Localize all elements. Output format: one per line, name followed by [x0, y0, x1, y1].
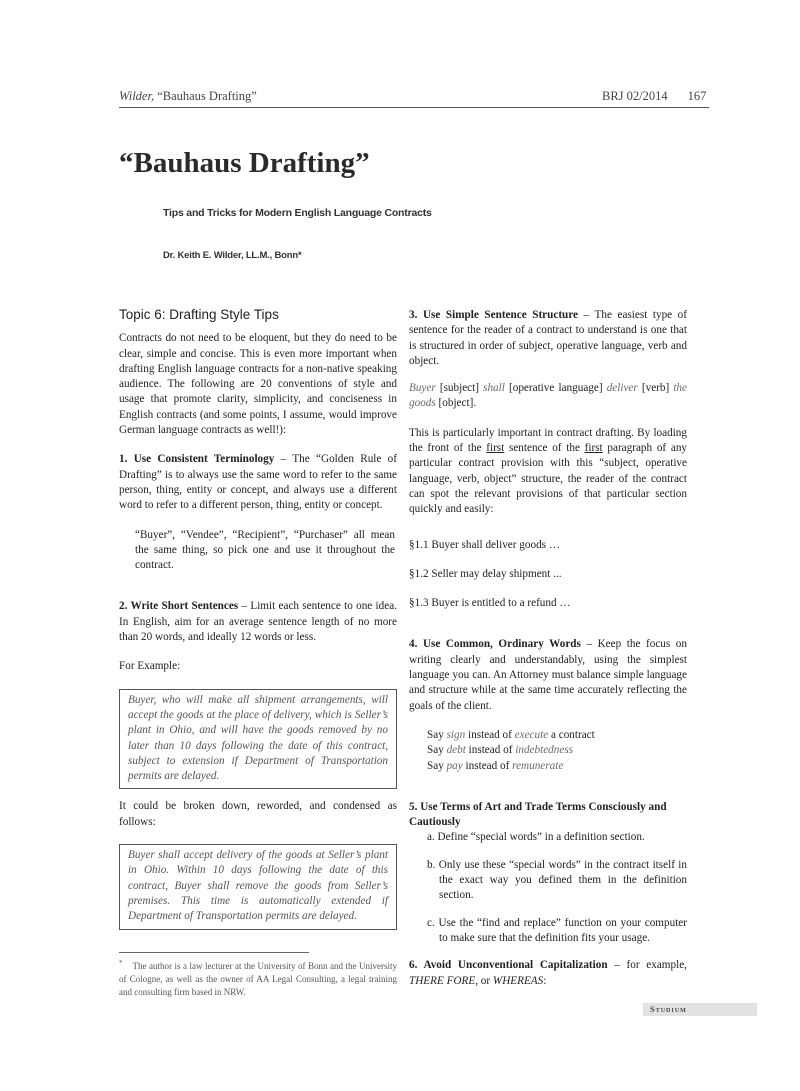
instead-of: instead of — [468, 744, 513, 757]
intro-paragraph: Contracts do not need to be eloquent, but they do need to be clear, simple and concise. This is even more important when drafting English language contracts for a non-native speaking audience. The following are 20 conventions of style and usage that promote clarity, simplicity, and conciseness in English contracts (and some points, I assume, would improve German language contracts as well!): — [119, 332, 397, 437]
header-author: Wilder, — [119, 89, 155, 103]
say-2-preferred: debt — [446, 744, 466, 757]
say-1-avoid: execute — [514, 728, 549, 741]
footnote-rule — [119, 952, 309, 953]
section-3-example — [409, 381, 687, 412]
say-word: Say — [427, 728, 444, 741]
section-6-example-2: WHEREAS — [492, 974, 544, 987]
section-4 — [409, 637, 687, 713]
say-line-1 — [427, 728, 687, 743]
s3-p2-part-c: paragraph of any particular contract provision with this “subject, operative language, verb, object” structure, the reader of the contract can spot the relevant provisions of that particular section quickly and easily: — [409, 442, 688, 516]
article-author: Dr. Keith E. Wilder, LL.M., Bonn* — [163, 250, 302, 261]
say-word: Say — [427, 759, 444, 772]
section-5-item-c: c. Use the “find and replace” function on your computer to make sure that the definition fits your usage. — [427, 916, 687, 944]
example-word-goods: the goods — [409, 382, 687, 410]
say-2-avoid: indebtedness — [515, 744, 574, 757]
say-line-3 — [427, 759, 687, 774]
section-5-item-b: b. Only use these “special words” in the contract itself in the exact way you defined them in the definition section. — [427, 858, 687, 902]
instead-of: instead of — [465, 759, 510, 772]
say-1-tail: a contract — [548, 728, 595, 741]
header-article-title: “Bauhaus Drafting” — [154, 89, 257, 103]
clause-3: §1.3 Buyer is entitled to a refund … — [409, 597, 571, 610]
example-box-short: Buyer shall accept delivery of the goods at Seller’s plant in Ohio. Within 10 days following the date of this contract, Buyer shall remove the goods from Seller’s premises. This time is automatically extended if Department of Transportation permits are delayed. — [119, 844, 397, 929]
section-4-heading: 4. Use Common, Ordinary Words — [409, 638, 581, 651]
broken-down-paragraph: It could be broken down, reworded, and condensed as follows: — [119, 800, 397, 828]
section-2 — [119, 599, 397, 645]
section-5-heading: 5. Use Terms of Art and Trade Terms Consciously and Cautiously — [409, 800, 667, 829]
section-6-or: , or — [475, 974, 493, 987]
section-6-body: – for example, — [607, 959, 687, 972]
article-subtitle: Tips and Tricks for Modern English Language Contracts — [163, 207, 432, 219]
s3-p2-part-b: sentence of the — [504, 442, 585, 455]
example-tag-operative: [operative language] — [504, 382, 607, 395]
for-example-label: For Example: — [119, 660, 181, 673]
section-3-body: – The easiest type of sentence for the reader of a contract to understand is one that is structured in order of subject, operative language, verb and object. — [409, 309, 688, 367]
section-6-heading: 6. Avoid Unconventional Capitalization — [409, 959, 608, 972]
say-3-avoid: remunerate — [512, 759, 564, 772]
instead-of: instead of — [468, 728, 512, 741]
example-word-shall: shall — [483, 382, 505, 395]
section-1-heading: 1. Use Consistent Terminology — [119, 453, 275, 466]
footnote-mark: * — [119, 958, 123, 967]
s3-p2-part-a: This is particularly important in contract drafting. By loading the front of the — [409, 426, 687, 455]
example-word-deliver: deliver — [606, 382, 638, 395]
header-rule — [119, 107, 709, 108]
footnote-text: The author is a law lecturer at the University of Bonn and the University of Cologne, as well as the owner of AA Legal Consulting, a legal training and consulting firm based in NRW. — [119, 960, 397, 997]
section-6-colon: : — [543, 974, 547, 987]
left-column — [119, 307, 397, 999]
section-3-paragraph-2 — [409, 426, 687, 518]
running-header-right — [602, 89, 706, 104]
section-2-heading: 2. Write Short Sentences — [119, 600, 239, 613]
section-4-body: – Keep the focus on writing clearly and understandably, using the simplest language you can. An Attorney must balance simple language and structure while at the same time accurately reflecting the goals of the client. — [409, 638, 687, 712]
example-tag-verb: [verb] — [637, 382, 674, 395]
s3-p2-first-1: first — [486, 442, 505, 455]
section-1-body: – The “Golden Rule of Drafting” is to always use the same word to refer to the same person, thing, entity or concept, and always use a different word to refer to a different person, thing, entity or concept. — [119, 453, 397, 512]
section-6-example-1: THERE FORE — [409, 974, 476, 987]
section-1 — [119, 452, 397, 513]
page-number: 167 — [687, 89, 707, 103]
section-3-heading: 3. Use Simple Sentence Structure — [409, 309, 579, 321]
example-tag-object: [object]. — [435, 397, 477, 410]
section-1-example: “Buyer”, “Vendee”, “Recipient”, “Purchaser” all mean the same thing, so pick one and use it throughout the contract. — [135, 528, 395, 572]
section-3 — [409, 308, 687, 369]
section-6 — [409, 958, 687, 989]
clause-2: §1.2 Seller may delay shipment ... — [409, 567, 562, 580]
journal-issue: BRJ 02/2014 — [602, 89, 668, 103]
say-line-2 — [427, 743, 687, 758]
say-3-preferred: pay — [446, 759, 463, 772]
section-tag: Studium — [650, 1004, 687, 1014]
clause-1: §1.1 Buyer shall deliver goods … — [409, 538, 561, 551]
footnote — [119, 957, 397, 999]
say-1-preferred: sign — [446, 728, 466, 741]
topic-heading: Topic 6: Drafting Style Tips — [119, 307, 279, 322]
article-title: “Bauhaus Drafting” — [119, 147, 370, 179]
running-header-left — [119, 89, 257, 104]
example-word-buyer: Buyer — [409, 382, 436, 395]
say-word: Say — [427, 744, 444, 757]
section-2-body: – Limit each sentence to one idea. In English, aim for an average sentence length of no more than 20 words, and ideally 12 words or less. — [119, 600, 397, 644]
section-5-item-a: a. Define “special words” in a definition section. — [427, 831, 645, 844]
example-tag-subject: [subject] — [435, 382, 484, 395]
s3-p2-first-2: first — [584, 442, 603, 455]
right-column — [409, 308, 687, 989]
example-box-long: Buyer, who will make all shipment arrangements, will accept the goods at the place of delivery, which is Seller’s plant in Ohio, and will have the goods removed by no later than 10 days following the date of this contract, subject to extension if Department of Transportation permits are delayed. — [119, 689, 397, 790]
